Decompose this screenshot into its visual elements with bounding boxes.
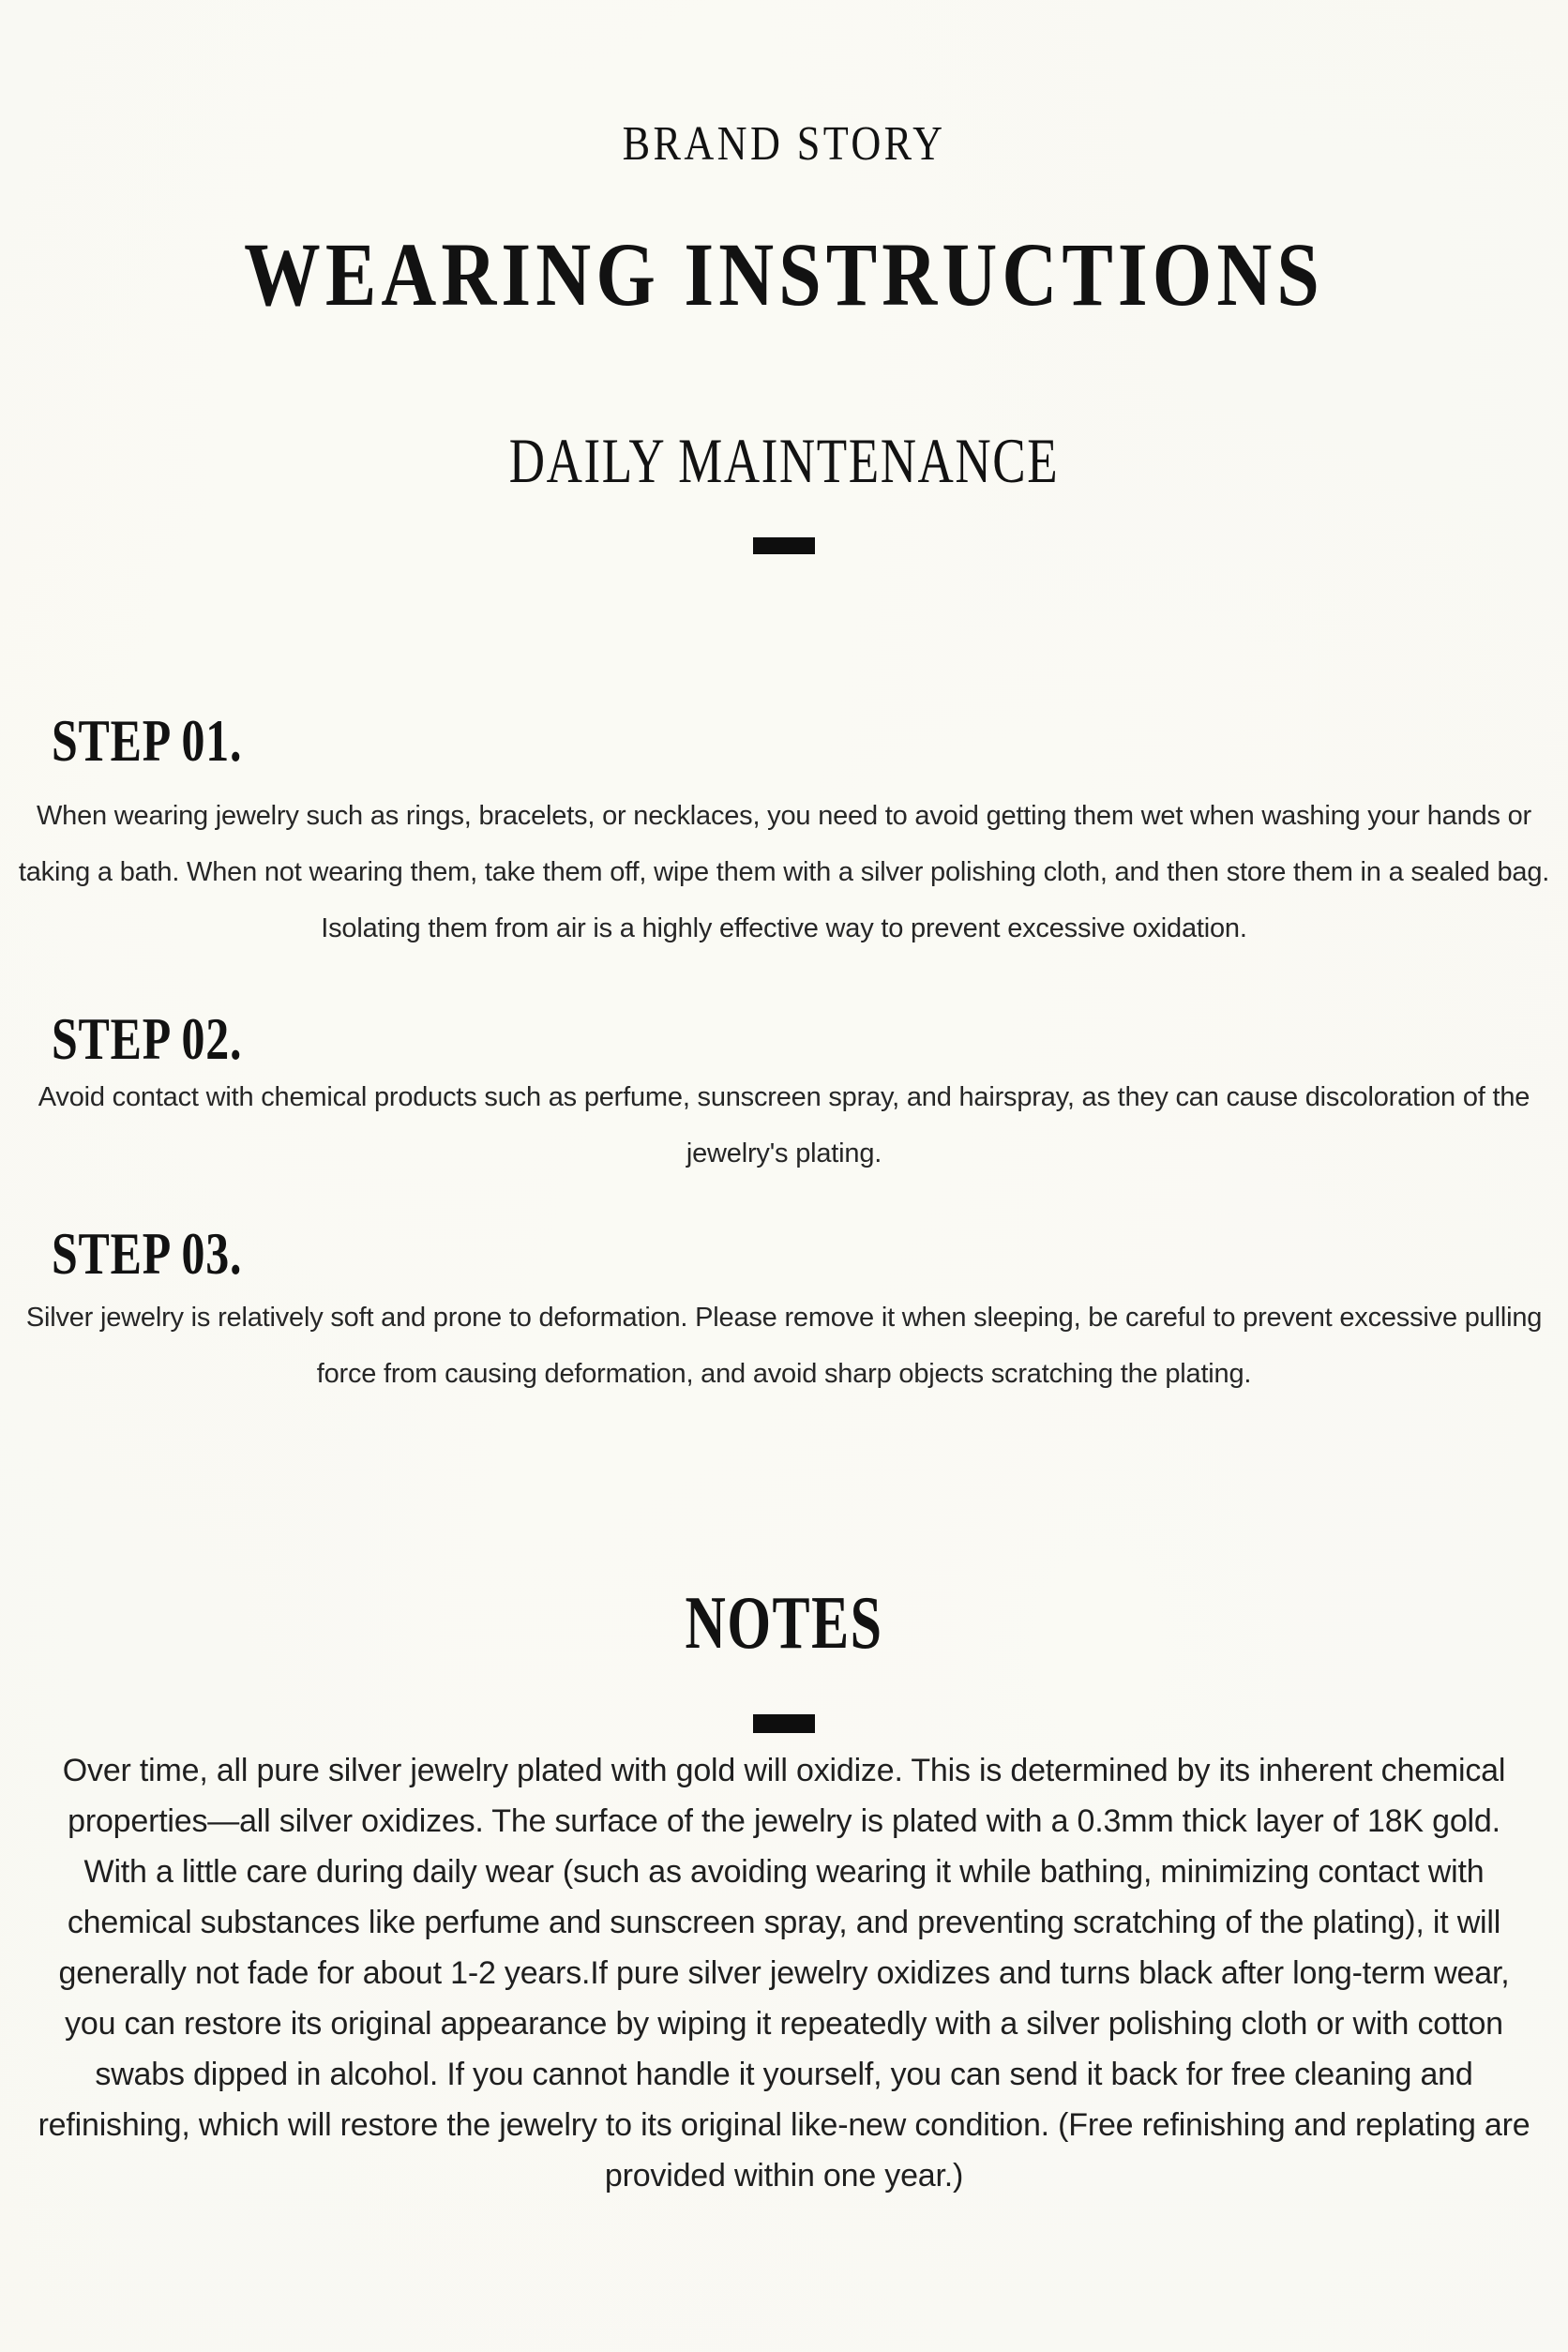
daily-maintenance-heading: DAILY MAINTENANCE	[508, 425, 1060, 496]
step-03-heading: STEP 03.	[52, 1220, 243, 1287]
step-03-paragraph: Silver jewelry is relatively soft and prone to deformation. Please remove it when sleeping, be careful to prevent excessive pulling force from causing deformation, and avoid sharp objects scratching the plating.	[25, 1303, 1543, 1389]
section-divider-dash	[753, 1714, 815, 1733]
notes-heading: NOTES	[685, 1582, 883, 1665]
page-title: WEARING INSTRUCTIONS	[244, 224, 1324, 324]
section-divider-dash	[753, 537, 815, 554]
step-02-paragraph: Avoid contact with chemical products such as perfume, sunscreen spray, and hairspray, as they can cause discoloration of the jewelry's plating.	[38, 1082, 1530, 1168]
notes-paragraph: Over time, all pure silver jewelry plated with gold will oxidize. This is determined by its inherent chemical properties—all silver oxidizes. The surface of the jewelry is plated with a 0.3mm thick layer of 18K gold. With a little care during daily wear (such as avoiding wearing it while bathing, minimizing contact with chemical substances like perfume and sunscreen spray, and preventing scratching of the plating), it will generally not fade for about 1-2 years.If pure silver jewelry oxidizes and turns black after long-term wear, you can restore its original appearance by wiping it repeatedly with a silver polishing cloth or with cotton swabs dipped in alcohol. If you cannot handle it yourself, you can send it back for free cleaning and refinishing, which will restore the jewelry to its original like-new condition. (Free refinishing and replating are provided within one year.)	[38, 1753, 1530, 2194]
step-01-heading: STEP 01.	[52, 707, 243, 774]
brand-story-eyebrow: BRAND STORY	[622, 117, 946, 171]
step-02-heading: STEP 02.	[52, 1005, 243, 1072]
step-01-paragraph: When wearing jewelry such as rings, bracelets, or necklaces, you need to avoid getting them wet when washing your hands or taking a bath. When not wearing them, take them off, wipe them with a silver polishing cloth, and then store them in a sealed bag. Isolating them from air is a highly effective way to prevent excessive oxidation.	[18, 801, 1550, 943]
